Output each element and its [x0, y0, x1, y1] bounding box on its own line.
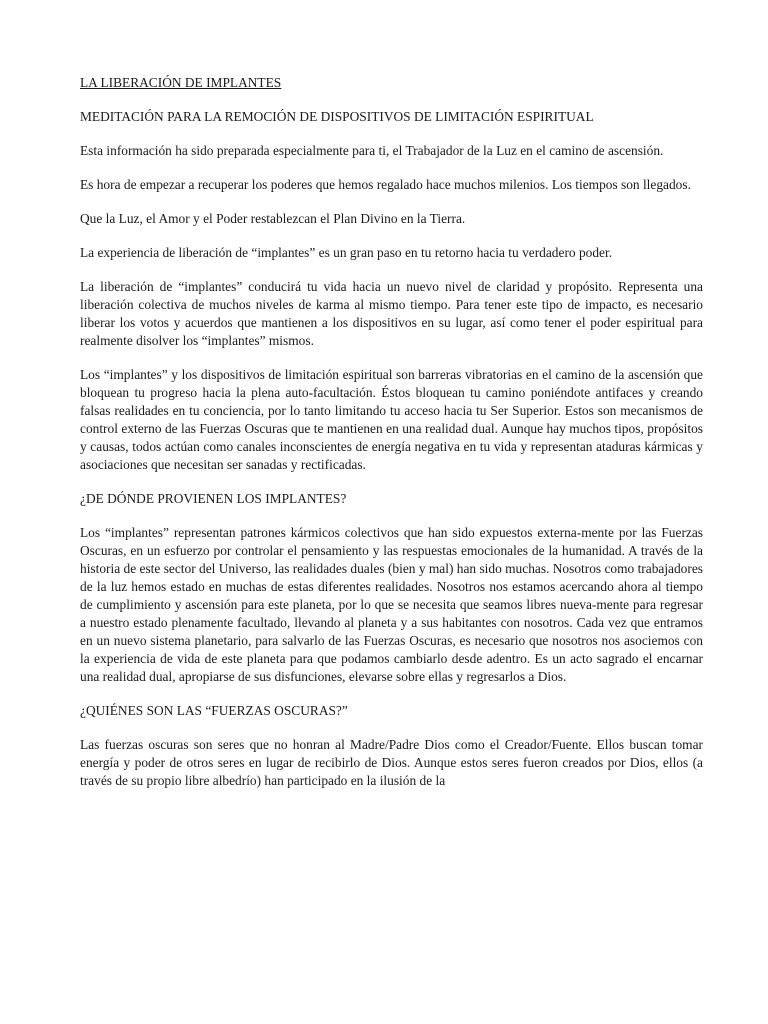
- document-title: LA LIBERACIÓN DE IMPLANTES: [80, 75, 282, 90]
- subtitle-heading: MEDITACIÓN PARA LA REMOCIÓN DE DISPOSITIVOS DE LIMITACIÓN ESPIRITUAL: [80, 109, 594, 124]
- paragraph: Las fuerzas oscuras son seres que no honran al Madre/Padre Dios como el Creador/Fuente. Ellos buscan tomar energía y poder de otros seres en lugar de recibirlo de Dios. Aunque estos seres fueron creados por Dios, ellos (a través de su propio libre albedrío) han participado en la ilusión de la: [80, 737, 703, 788]
- paragraph: Es hora de empezar a recuperar los poderes que hemos regalado hace muchos milenios. Los tiempos son llegados.: [80, 177, 691, 192]
- paragraph: Esta información ha sido preparada especialmente para ti, el Trabajador de la Luz en el camino de ascensión.: [80, 143, 664, 158]
- paragraph: La liberación de “implantes” conducirá tu vida hacia un nuevo nivel de claridad y propósito. Representa una liberación colectiva de muchos niveles de karma al mismo tiempo. Para tener este tipo de impacto, es necesario liberar los votos y acuerdos que mantienen a los dispositivos en su lugar, así como tener el poder espiritual para realmente disolver los “implantes” mismos.: [80, 279, 703, 348]
- document-page: [80, 74, 703, 806]
- paragraph: Los “implantes” y los dispositivos de limitación espiritual son barreras vibratorias en el camino de la ascensión que bloquean tu progreso hacia la plena auto-facultación. Éstos bloquean tu camino poniéndote antifaces y creando falsas realidades en tu conciencia, por lo tanto limitando tu acceso hacia tu Ser Superior. Estos son mecanismos de control externo de las Fuerzas Oscuras que te mantienen en una realidad dual. Aunque hay muchos tipos, propósitos y causas, todos actúan como canales inconscientes de energía negativa en tu vida y representan ataduras kármicas y asociaciones que necesitan ser sanadas y rectificadas.: [80, 367, 703, 472]
- section-heading: ¿DE DÓNDE PROVIENEN LOS IMPLANTES?: [80, 491, 347, 506]
- paragraph: La experiencia de liberación de “implantes” es un gran paso en tu retorno hacia tu verdadero poder.: [80, 245, 613, 260]
- section-heading: ¿QUIÉNES SON LAS “FUERZAS OSCURAS?”: [80, 703, 348, 718]
- paragraph: Que la Luz, el Amor y el Poder restablezcan el Plan Divino en la Tierra.: [80, 211, 466, 226]
- paragraph: Los “implantes” representan patrones kármicos colectivos que han sido expuestos externa-mente por las Fuerzas Oscuras, en un esfuerzo por controlar el pensamiento y las respuestas emocionales de la humanidad. A través de la historia de este sector del Universo, las realidades duales (bien y mal) han sido muchas. Nosotros como trabajadores de la luz hemos estado en muchas de estas diferentes realidades. Nosotros nos estamos acercando ahora al tiempo de cumplimiento y ascensión para este planeta, por lo que se necesita que seamos libres nueva-mente para regresar a nuestro estado plenamente facultado, llevando al planeta y a sus habitantes con nosotros. Cada vez que entramos en un nuevo sistema planetario, para salvarlo de las Fuerzas Oscuras, es necesario que nosotros nos asociemos con la experiencia de vida de este planeta para que podamos cambiarlo desde adentro. Es un acto sagrado el encarnar una realidad dual, apropiarse de sus disfunciones, elevarse sobre ellas y regresarlos a Dios.: [80, 525, 703, 684]
